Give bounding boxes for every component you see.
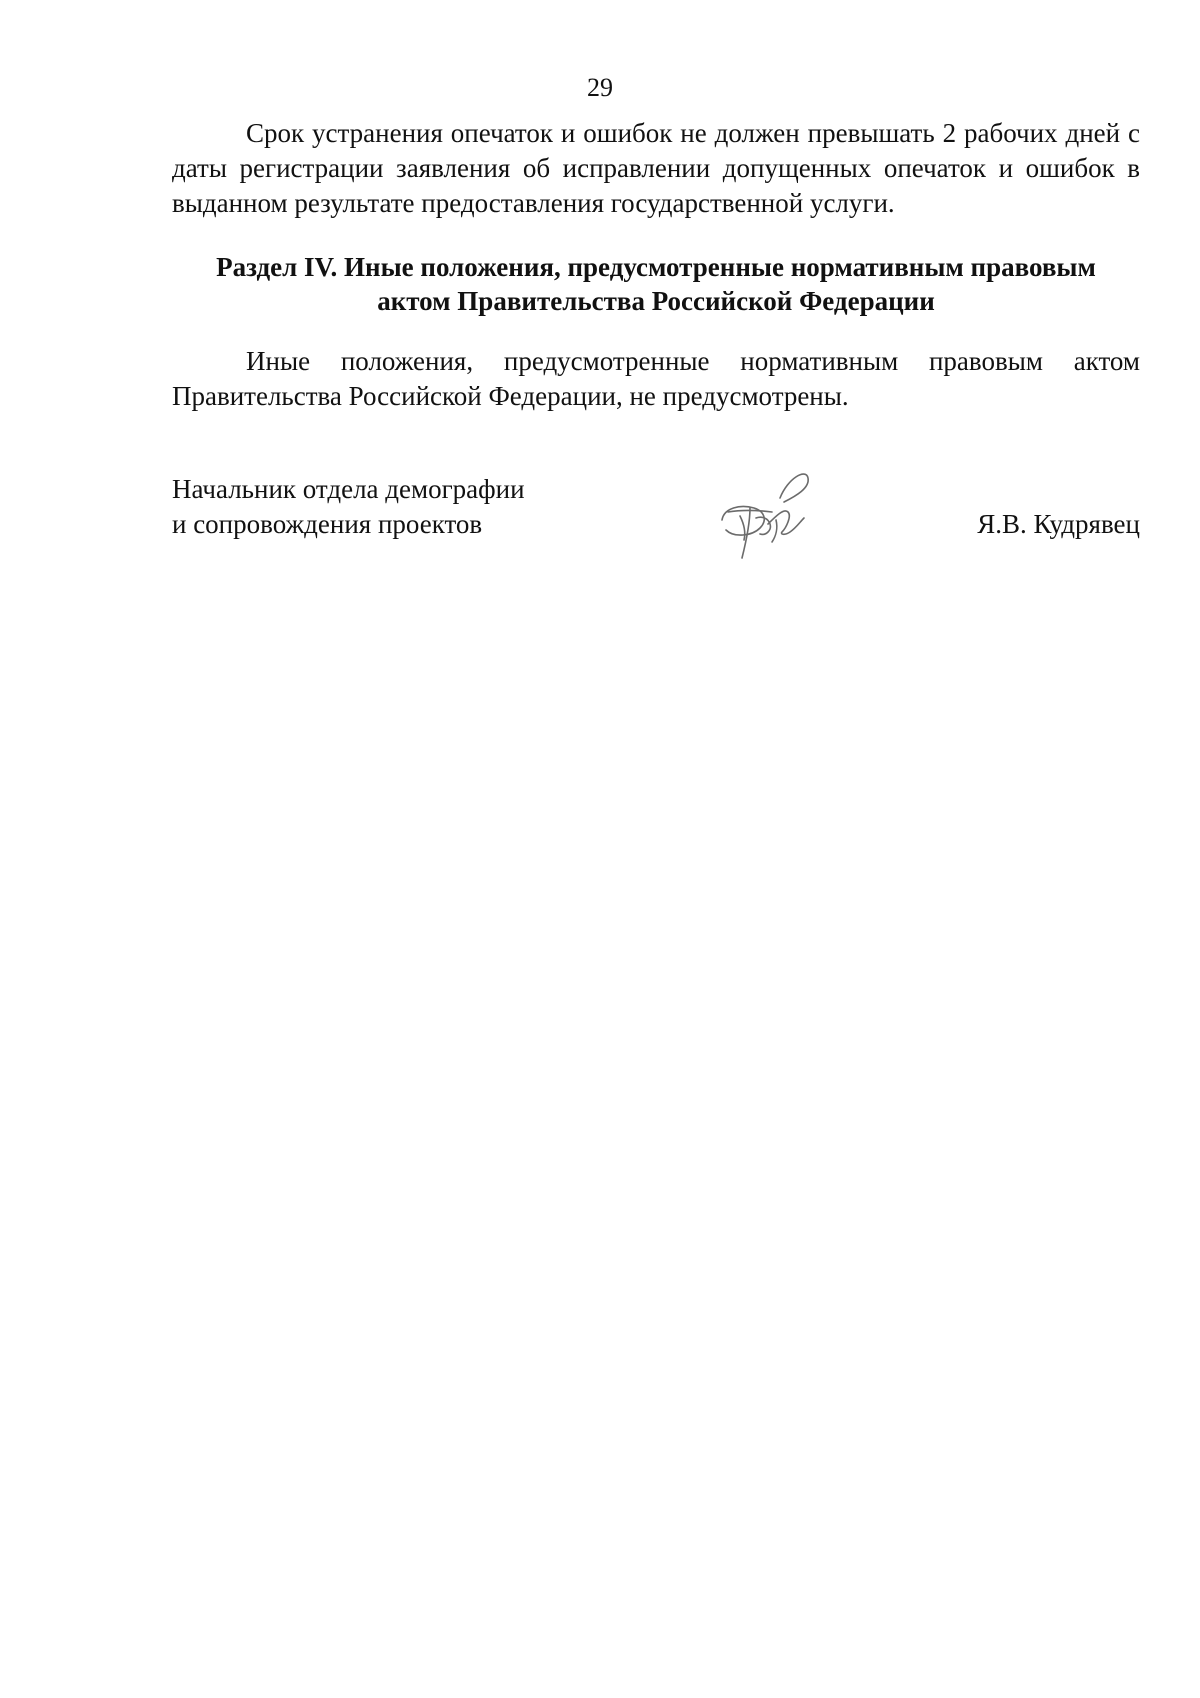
signatory-position — [172, 472, 525, 542]
handwritten-signature — [710, 458, 820, 568]
signature-block — [172, 472, 1140, 572]
signatory-position-line-2: и сопровождения проектов — [172, 509, 483, 539]
signatory-name: Я.В. Кудрявец — [977, 509, 1140, 539]
section-title-line-1: Раздел IV. Иные положения, предусмотренные нормативным правовым — [216, 252, 1096, 282]
paragraph-other-provisions: Иные положения, предусмотренные нормативным правовым актом Правительства Российской Федерации, не предусмотрены. — [172, 346, 1140, 411]
paragraph-correction-deadline: Срок устранения опечаток и ошибок не должен превышать 2 рабочих дней с даты регистрации заявления об исправлении допущенных опечаток и ошибок в выданном результате предоставления государственной услуги. — [172, 118, 1140, 218]
signatory-position-line-1: Начальник отдела демографии — [172, 474, 525, 504]
page-number: 29 — [587, 73, 613, 102]
section-title — [172, 250, 1140, 318]
section-title-line-2: актом Правительства Российской Федерации — [377, 286, 935, 316]
